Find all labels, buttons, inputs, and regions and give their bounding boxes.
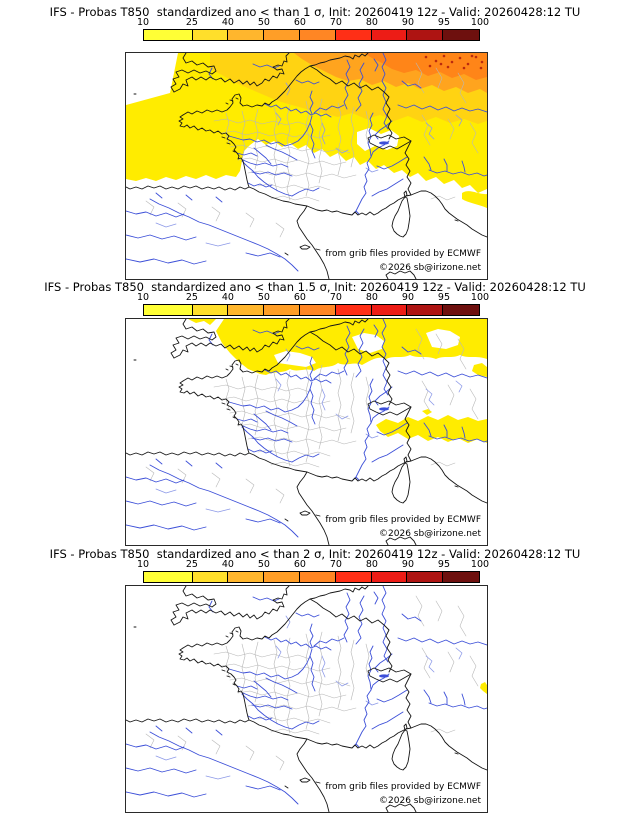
colorbar-cell bbox=[264, 30, 300, 40]
colorbar-tick: 50 bbox=[257, 559, 270, 570]
colorbar-ticks bbox=[136, 292, 490, 304]
attribution-text: from grib files provided by ECMWF bbox=[325, 515, 481, 525]
colorbar-cells bbox=[143, 571, 480, 583]
colorbar-tick: 60 bbox=[293, 559, 306, 570]
colorbar-tick: 60 bbox=[293, 17, 306, 28]
colorbar-tick: 50 bbox=[257, 17, 270, 28]
colorbar-cell bbox=[407, 30, 443, 40]
colorbar-tick: 95 bbox=[437, 559, 451, 570]
colorbar-cell bbox=[144, 572, 193, 582]
probability-colorbar bbox=[136, 292, 490, 316]
panel-title: IFS - Probas T850 standardized ano < than 1 σ, Init: 20260419 12z - Valid: 20260428:12 TU bbox=[49, 5, 581, 19]
colorbar-cell bbox=[407, 305, 443, 315]
colorbar-cell bbox=[300, 30, 336, 40]
copyright-text: ©2026 sb@irizone.net bbox=[379, 529, 481, 539]
colorbar-cell bbox=[193, 572, 229, 582]
colorbar-tick: 95 bbox=[437, 17, 451, 28]
colorbar-tick: 10 bbox=[136, 559, 150, 570]
attribution-text: from grib files provided by ECMWF bbox=[325, 249, 481, 259]
colorbar-tick: 100 bbox=[470, 17, 490, 28]
colorbar-tick: 70 bbox=[329, 17, 342, 28]
colorbar-cell bbox=[372, 572, 408, 582]
colorbar-cell bbox=[443, 572, 479, 582]
colorbar-tick: 80 bbox=[365, 292, 378, 303]
colorbar-cell bbox=[407, 572, 443, 582]
colorbar-tick: 70 bbox=[329, 292, 342, 303]
colorbar-tick: 40 bbox=[221, 292, 234, 303]
colorbar-tick: 90 bbox=[401, 292, 414, 303]
panel-1p5-sigma bbox=[0, 266, 630, 542]
colorbar-cells bbox=[143, 29, 480, 41]
map-svg bbox=[126, 53, 487, 279]
colorbar-cell bbox=[443, 30, 479, 40]
colorbar-cell bbox=[228, 30, 264, 40]
colorbar-cell bbox=[193, 30, 229, 40]
panel-2-sigma bbox=[0, 533, 630, 809]
colorbar-tick: 25 bbox=[185, 17, 198, 28]
probability-colorbar bbox=[136, 17, 490, 41]
colorbar-tick: 95 bbox=[437, 292, 451, 303]
map-svg bbox=[126, 586, 487, 812]
attribution-text: from grib files provided by ECMWF bbox=[325, 782, 481, 792]
colorbar-cell bbox=[336, 305, 372, 315]
colorbar-ticks bbox=[136, 559, 490, 571]
colorbar-tick: 60 bbox=[293, 292, 306, 303]
probability-overlay bbox=[188, 319, 487, 443]
colorbar-cell bbox=[336, 30, 372, 40]
colorbar-tick: 100 bbox=[470, 292, 490, 303]
colorbar-tick: 80 bbox=[365, 17, 378, 28]
colorbar-tick: 40 bbox=[221, 17, 234, 28]
colorbar-tick: 40 bbox=[221, 559, 234, 570]
colorbar-cell bbox=[144, 30, 193, 40]
weather-map-1sigma bbox=[125, 52, 488, 280]
copyright-text: ©2026 sb@irizone.net bbox=[379, 263, 481, 273]
probability-colorbar bbox=[136, 559, 490, 583]
colorbar-tick: 90 bbox=[401, 559, 414, 570]
colorbar-tick: 90 bbox=[401, 17, 414, 28]
colorbar-tick: 70 bbox=[329, 559, 342, 570]
colorbar-cell bbox=[228, 572, 264, 582]
colorbar-cell bbox=[193, 305, 229, 315]
weather-map-1p5sigma bbox=[125, 318, 488, 546]
colorbar-cell bbox=[264, 305, 300, 315]
weather-map-2sigma bbox=[125, 585, 488, 813]
colorbar-cell bbox=[372, 30, 408, 40]
colorbar-tick: 10 bbox=[136, 292, 150, 303]
colorbar-cell bbox=[443, 305, 479, 315]
colorbar-tick: 50 bbox=[257, 292, 270, 303]
colorbar-cell bbox=[300, 305, 336, 315]
copyright-text: ©2026 sb@irizone.net bbox=[379, 796, 481, 806]
panel-title: IFS - Probas T850 standardized ano < than 2 σ, Init: 20260419 12z - Valid: 20260428:12 TU bbox=[49, 547, 581, 561]
colorbar-tick: 80 bbox=[365, 559, 378, 570]
panel-title: IFS - Probas T850 standardized ano < than 1.5 σ, Init: 20260419 12z - Valid: 20260428:12 TU bbox=[44, 280, 586, 294]
colorbar-cell bbox=[336, 572, 372, 582]
colorbar-cells bbox=[143, 304, 480, 316]
probability-overlay bbox=[480, 682, 487, 694]
colorbar-tick: 25 bbox=[185, 559, 198, 570]
colorbar-cell bbox=[300, 572, 336, 582]
colorbar-tick: 25 bbox=[185, 292, 198, 303]
colorbar-cell bbox=[144, 305, 193, 315]
map-svg bbox=[126, 319, 487, 545]
colorbar-cell bbox=[228, 305, 264, 315]
colorbar-cell bbox=[372, 305, 408, 315]
colorbar-cell bbox=[264, 572, 300, 582]
colorbar-tick: 100 bbox=[470, 559, 490, 570]
colorbar-ticks bbox=[136, 17, 490, 29]
panel-1-sigma bbox=[0, 0, 630, 276]
colorbar-tick: 10 bbox=[136, 17, 150, 28]
